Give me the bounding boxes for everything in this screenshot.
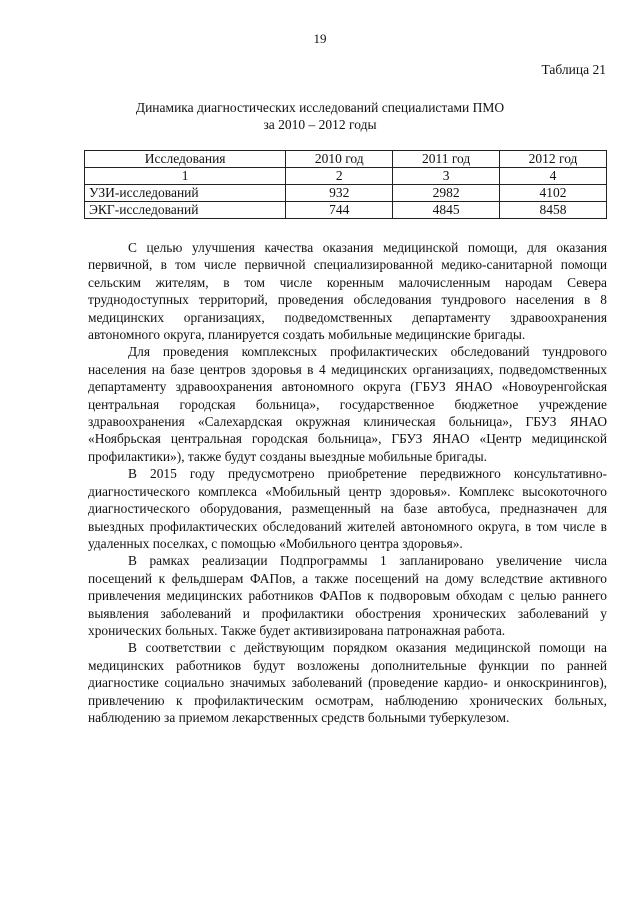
header-cell-research: Исследования (85, 151, 286, 168)
value-cell: 4845 (393, 202, 500, 219)
row-label-cell: ЭКГ-исследований (85, 202, 286, 219)
header-cell-2011: 2011 год (393, 151, 500, 168)
table-header-row (85, 151, 607, 168)
table-row (85, 185, 607, 202)
value-cell: 2982 (393, 185, 500, 202)
page-number: 19 (313, 31, 327, 46)
value-cell: 4102 (500, 185, 607, 202)
index-cell: 3 (393, 168, 500, 185)
table-title-line-1: Динамика диагностических исследований специалистами ПМО (135, 100, 505, 115)
table-row (85, 202, 607, 219)
table-title-line-2: за 2010 – 2012 годы (263, 117, 377, 132)
header-cell-2012: 2012 год (500, 151, 607, 168)
paragraph: С целью улучшения качества оказания медицинской помощи, для оказания первичной, в том числе первичной специализированной медико-санитарной помощи сельским жителям, в том числе коренным малочисленным народам Севера труднодоступных территорий, проведения обследования тундрового населения в 8 медицинских организациях, подведомственных департаменту здравоохранения автономного округа, планируется создать мобильные медицинские бригады. (88, 240, 607, 343)
paragraph: Для проведения комплексных профилактических обследований тундрового населения на базе центров здоровья в 4 медицинских организациях, подведомственных департаменту здравоохранения автономного округа (ГБУЗ ЯНАО «Новоуренгойская центральная городская больница», государственное бюджетное учреждение здравоохранения «Салехардская окружная клиническая больница», ГБУЗ ЯНАО «Ноябрьская центральная городская больница», ГБУЗ ЯНАО «Центр медицинской профилактики»), также будут созданы выездные мобильные бригады. (88, 344, 607, 464)
index-cell: 2 (286, 168, 393, 185)
table-index-row (85, 168, 607, 185)
index-cell: 1 (85, 168, 286, 185)
row-label-cell: УЗИ-исследований (85, 185, 286, 202)
table-label: Таблица 21 (541, 62, 606, 77)
value-cell: 932 (286, 185, 393, 202)
paragraph: В соответствии с действующим порядком оказания медицинской помощи на медицинских работников будут возложены дополнительные функции по ранней диагностике социально значимых заболеваний (проведение кардио- и онкоскринингов), привлечению к профилактическим осмотрам, наблюдению хронических больных, наблюдению за приемом лекарственных средств больными туберкулезом. (88, 640, 607, 725)
paragraph: В рамках реализации Подпрограммы 1 запланировано увеличение числа посещений к фельдшерам ФАПов, а также посещений на дому вследствие активного привлечения медицинских работников ФАПов к подворовым обходам с целью раннего выявления заболеваний и профилактики обострения хронических заболеваний у хронических больных. Также будет активизирована патронажная работа. (88, 553, 607, 638)
value-cell: 8458 (500, 202, 607, 219)
paragraph: В 2015 году предусмотрено приобретение передвижного консультативно-диагностического комплекса «Мобильный центр здоровья». Комплекс высокоточного диагностического оборудования, размещенный на базе автобуса, предназначен для выездных профилактических обследований жителей автономного округа, в том числе в удаленных поселках, с помощью «Мобильного центра здоровья». (88, 466, 607, 551)
body-text (88, 239, 607, 726)
diagnostics-table (84, 150, 607, 219)
header-cell-2010: 2010 год (286, 151, 393, 168)
table-title (0, 99, 640, 133)
value-cell: 744 (286, 202, 393, 219)
index-cell: 4 (500, 168, 607, 185)
